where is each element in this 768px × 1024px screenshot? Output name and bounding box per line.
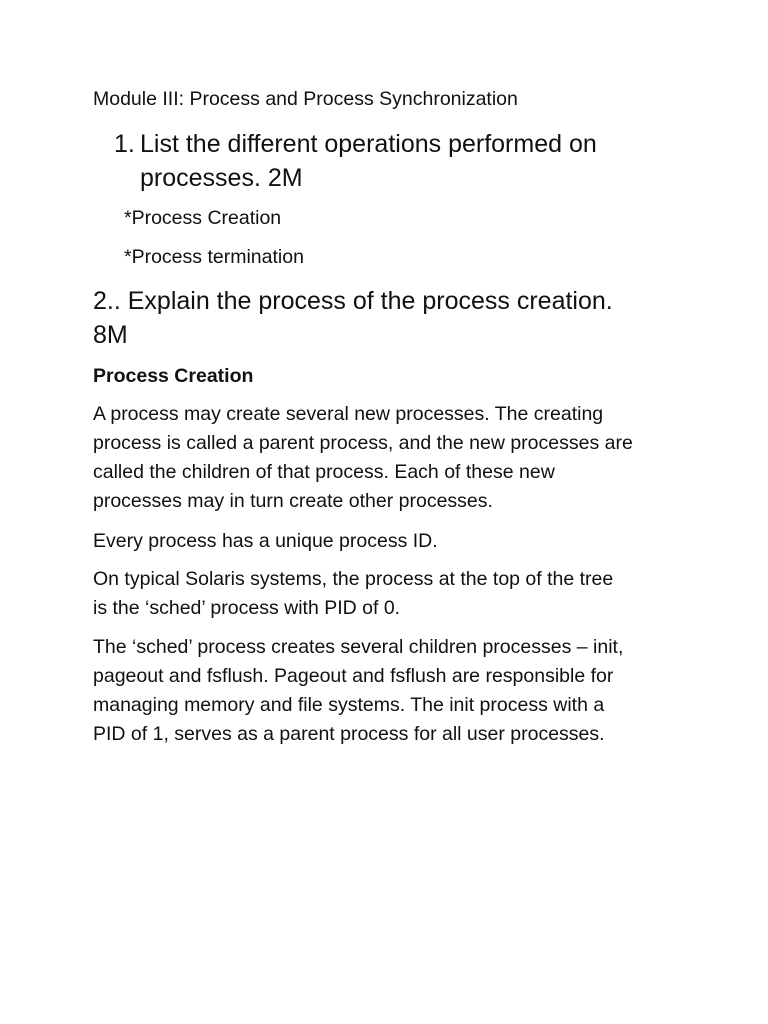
paragraph-line: process is called a parent process, and the new processes are	[93, 432, 633, 454]
question-2-text-line-1: 2.. Explain the process of the process creation.	[93, 287, 613, 315]
paragraph-line: A process may create several new processes. The creating	[93, 403, 604, 425]
paragraph-1	[93, 400, 693, 516]
paragraph-line: PID of 1, serves as a parent process for all user processes.	[93, 723, 605, 745]
paragraph-3	[93, 565, 693, 623]
paragraph-line: called the children of that process. Each of these new	[93, 461, 555, 483]
paragraph-4	[93, 633, 693, 749]
paragraph-line: pageout and fsflush. Pageout and fsflush are responsible for	[93, 665, 614, 687]
paragraph-line: On typical Solaris systems, the process at the top of the tree	[93, 568, 614, 590]
question-1-text-line-2: processes. 2M	[140, 164, 303, 192]
paragraph-line: is the ‘sched’ process with PID of 0.	[93, 597, 401, 619]
question-1-text-line-1: List the different operations performed on	[140, 130, 597, 158]
paragraph-line: Every process has a unique process ID.	[93, 530, 438, 552]
section-heading: Process Creation	[93, 365, 254, 387]
answer-bullet-process-creation: *Process Creation	[124, 207, 282, 229]
question-1	[114, 127, 674, 161]
paragraph-2	[93, 527, 693, 556]
answer-bullet-process-termination: *Process termination	[124, 246, 304, 268]
question-2-text-line-2: 8M	[93, 321, 128, 349]
module-title: Module III: Process and Process Synchronization	[93, 88, 518, 110]
question-1-number: 1.	[114, 130, 135, 158]
paragraph-line: processes may in turn create other processes.	[93, 490, 493, 512]
paragraph-line: The ‘sched’ process creates several children processes – init,	[93, 636, 624, 658]
paragraph-line: managing memory and file systems. The init process with a	[93, 694, 605, 716]
